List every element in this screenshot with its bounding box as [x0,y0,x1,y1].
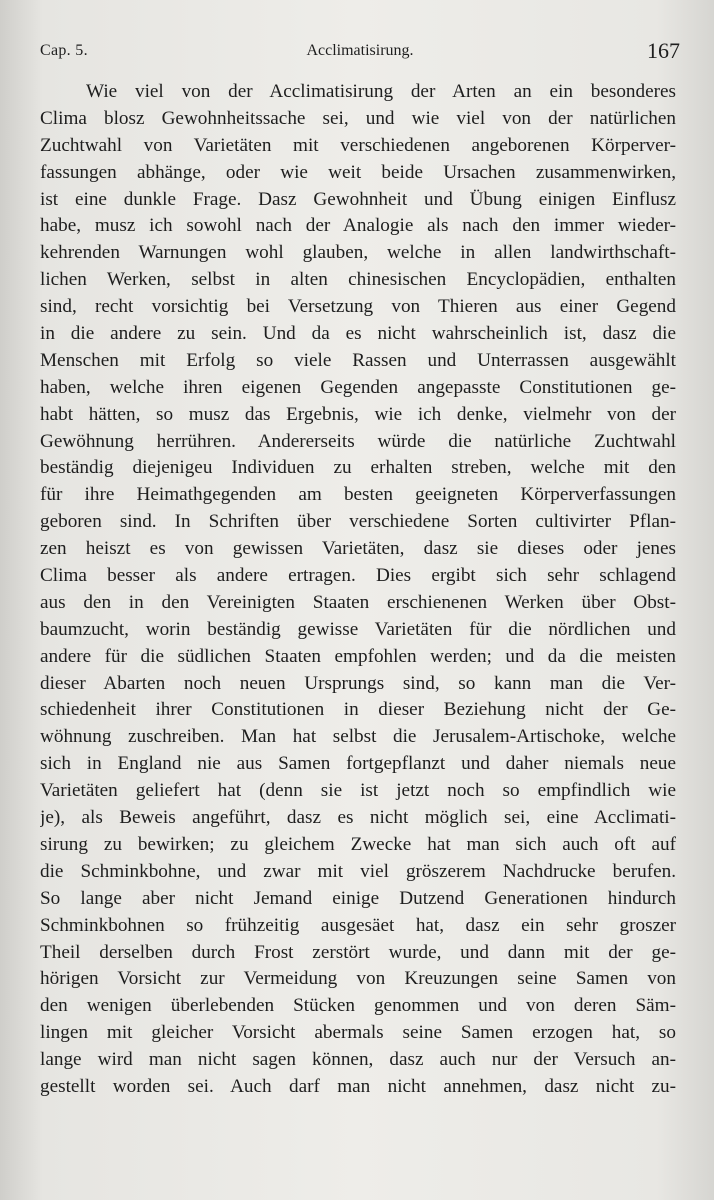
text-line: Clima blosz Gewohnheitssache sei, und wie viel von der natürlichen [40,107,676,129]
text-line: Gewöhnung herrühren. Andererseits würde die natürliche Zuchtwahl [40,430,676,452]
text-line: aus den in den Vereinigten Staaten erschienenen Werken über Obst- [40,591,676,613]
text-line: lange wird man nicht sagen können, dasz auch nur der Versuch an- [40,1049,676,1071]
text-line: je), als Beweis angeführt, dasz es nicht möglich sei, eine Acclimati- [40,807,676,829]
text-line: Clima besser als andere ertragen. Dies ergibt sich sehr schlagend [40,565,676,587]
text-line: schiedenheit ihrer Constitutionen in dieser Beziehung nicht der Ge- [40,699,676,721]
text-line: sirung zu bewirken; zu gleichem Zwecke hat man sich auch oft auf [40,833,676,855]
chapter-label: Cap. 5. [40,42,88,59]
text-line: Varietäten geliefert hat (denn sie ist jetzt noch so empfindlich wie [40,780,676,802]
text-line: Wie viel von der Acclimatisirung der Arten an ein besonderes [86,81,676,102]
text-line: Schminkbohnen so frühzeitig ausgesäet hat, dasz ein sehr groszer [40,914,676,936]
text-line: fassungen abhänge, oder wie weit beide Ursachen zusammenwirken, [40,161,676,183]
text-line: lingen mit gleicher Vorsicht abermals seine Samen erzogen hat, so [40,1022,676,1044]
text-line: geboren sind. In Schriften über verschiedene Sorten cultivirter Pflan- [40,511,676,533]
text-line: den wenigen überlebenden Stücken genommen und von deren Säm- [40,995,676,1017]
text-line: beständig diejenigeu Individuen zu erhalten streben, welche mit den [40,457,676,479]
text-line: sind, recht vorsichtig bei Versetzung von Thieren aus einer Gegend [40,296,676,318]
page-header [40,38,680,66]
text-line: sich in England nie aus Samen fortgepflanzt und daher niemals neue [40,753,676,775]
text-line: So lange aber nicht Jemand einige Dutzend Generationen hindurch [40,887,676,909]
text-line: andere für die südlichen Staaten empfohlen werden; und da die meisten [40,645,676,667]
text-line: Menschen mit Erfolg so viele Rassen und Unterrassen ausgewählt [40,349,676,371]
running-title: Acclimatisirung. [306,42,414,59]
text-line: habe, musz ich sowohl nach der Analogie als nach den immer wieder- [40,215,676,237]
text-line: ist eine dunkle Frage. Dasz Gewohnheit und Übung einigen Einflusz [40,188,676,210]
text-line: Zuchtwahl von Varietäten mit verschiedenen angeborenen Körperver- [40,134,676,156]
body-text [40,79,676,1101]
text-line: hörigen Vorsicht zur Vermeidung von Kreuzungen seine Samen von [40,968,676,990]
text-line: haben, welche ihren eigenen Gegenden angepasste Constitutionen ge- [40,376,676,398]
text-line: habt hätten, so musz das Ergebnis, wie ich denke, vielmehr von der [40,403,676,425]
text-line: kehrenden Warnungen wohl glauben, welche in allen landwirthschaft- [40,242,676,264]
text-line: für ihre Heimathgegenden am besten geeigneten Körperverfassungen [40,484,676,506]
page-number: 167 [647,38,680,63]
text-line: in die andere zu sein. Und da es nicht wahrscheinlich ist, dasz die [40,323,676,345]
text-line: Theil derselben durch Frost zerstört wurde, und dann mit der ge- [40,941,676,963]
text-line: lichen Werken, selbst in alten chinesischen Encyclopädien, enthalten [40,269,676,291]
text-line: wöhnung zuschreiben. Man hat selbst die Jerusalem-Artischoke, welche [40,726,676,748]
text-line: die Schminkbohne, und zwar mit viel gröszerem Nachdrucke berufen. [40,860,676,882]
text-line: zen heiszt es von gewissen Varietäten, dasz sie dieses oder jenes [40,538,676,560]
text-line: baumzucht, worin beständig gewisse Varietäten für die nördlichen und [40,618,676,640]
text-line: gestellt worden sei. Auch darf man nicht annehmen, dasz nicht zu- [40,1075,676,1097]
text-line: dieser Abarten noch neuen Ursprungs sind, so kann man die Ver- [40,672,676,694]
